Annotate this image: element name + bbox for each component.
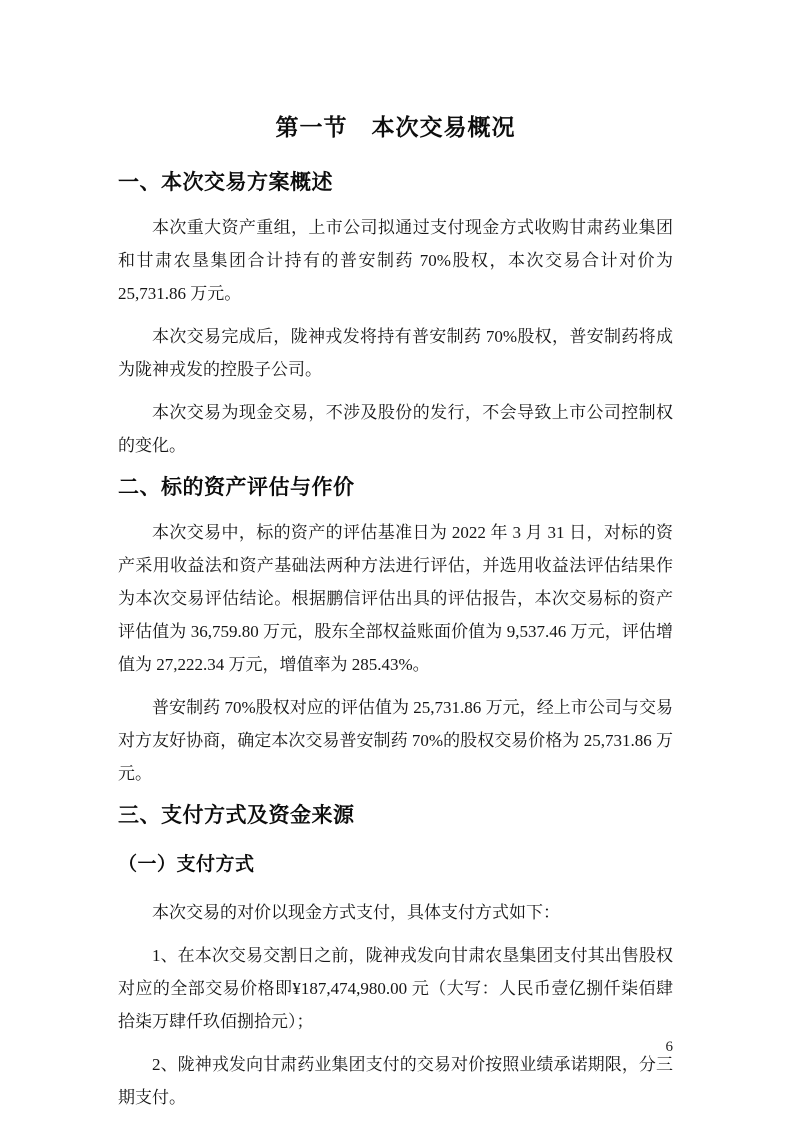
paragraph: 本次重大资产重组，上市公司拟通过支付现金方式收购甘肃药业集团和甘肃农垦集团合计持有的普安制药 70%股权，本次交易合计对价为 25,731.86 万元。	[118, 218, 673, 303]
subsection-payment-method	[118, 852, 673, 1114]
section-heading-2: 二、标的资产评估与作价	[118, 476, 355, 499]
paragraph: 2、陇神戎发向甘肃药业集团支付的交易对价按照业绩承诺期限，分三期支付。	[118, 1055, 673, 1107]
paragraph: 1、在本次交易交割日之前，陇神戎发向甘肃农垦集团支付其出售股权对应的全部交易价格即¥187,474,980.00 元（大写：人民币壹亿捌仟柒佰肆拾柒万肆仟玖佰捌拾元）；	[118, 946, 673, 1031]
paragraph: 本次交易为现金交易，不涉及股份的发行，不会导致上市公司控制权的变化。	[118, 403, 673, 455]
section-transaction-overview	[118, 169, 673, 462]
paragraph: 本次交易的对价以现金方式支付，具体支付方式如下：	[152, 903, 560, 922]
section-asset-valuation	[118, 474, 673, 790]
subsection-heading-1: （一）支付方式	[118, 854, 255, 875]
paragraph: 本次交易中，标的资产的评估基准日为 2022 年 3 月 31 日，对标的资产采用收益法和资产基础法两种方法进行评估，并选用收益法评估结果作为本次交易评估结论。根据鹏信评估出具的评估报告，本次交易标的资产评估值为 36,759.80 万元，股东全部权益账面价值为 9,537.46 万元，评估增值为 27,222.34 万元，增值率为 285.43%。	[118, 523, 673, 674]
page-number: 6	[665, 1039, 673, 1055]
section-payment-method	[118, 802, 673, 1114]
page-title: 第一节 本次交易概况	[275, 114, 516, 140]
section-heading-1: 一、本次交易方案概述	[118, 171, 333, 194]
paragraph: 普安制药 70%股权对应的评估值为 25,731.86 万元，经上市公司与交易对方友好协商，确定本次交易普安制药 70%的股权交易价格为 25,731.86 万元。	[118, 698, 673, 783]
section-heading-3: 三、支付方式及资金来源	[118, 804, 355, 827]
paragraph: 本次交易完成后，陇神戎发将持有普安制药 70%股权，普安制药将成为陇神戎发的控股子公司。	[118, 327, 673, 379]
